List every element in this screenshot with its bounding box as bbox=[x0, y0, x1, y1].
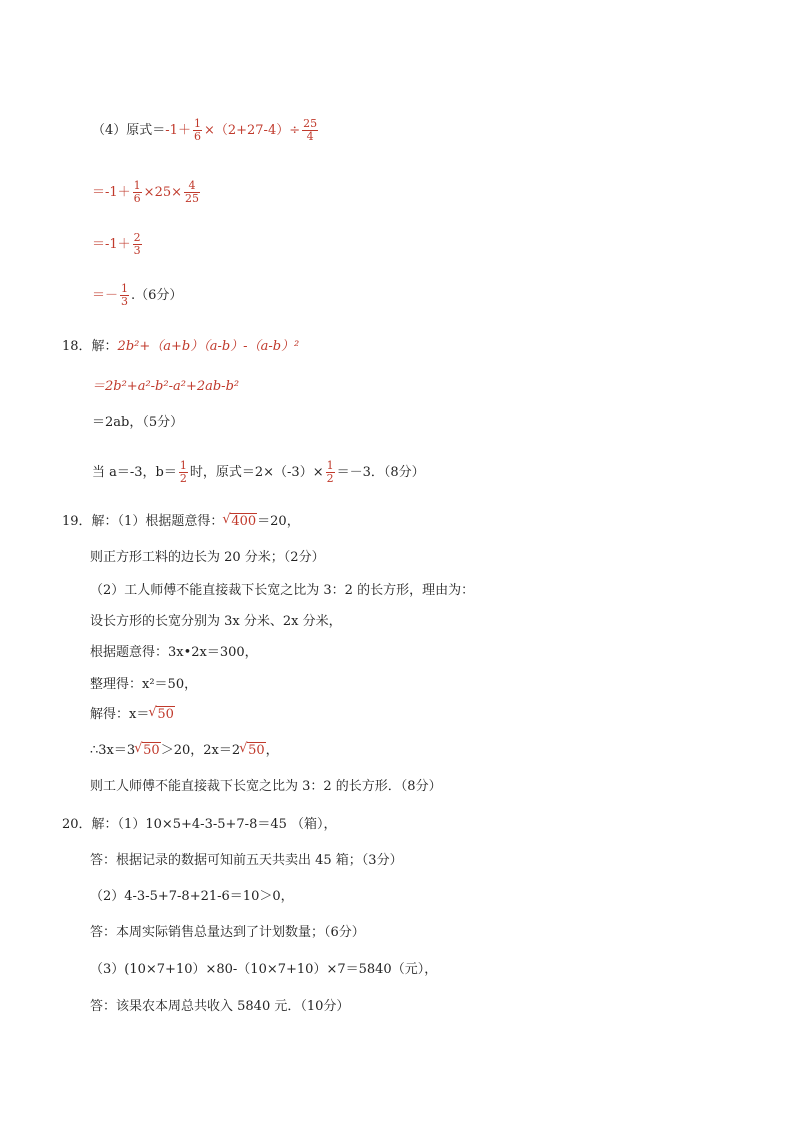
q20-line-2: 答：根据记录的数据可知前五天共卖出 45 箱；（3分） bbox=[90, 853, 403, 868]
q19-line-8: ∴3x＝3√ 50＞20，2x＝2√ 50， bbox=[90, 742, 279, 760]
sqrt-50: √ 50 bbox=[135, 742, 161, 760]
q17-4-line-1 bbox=[92, 118, 320, 143]
fraction-1-2: $\frac{1}{2}$ bbox=[326, 459, 334, 485]
q17-4-line-2: ＝-1＋ $\frac{1}{6}$ ×25× $\frac{4}{25}$ bbox=[92, 179, 199, 205]
q19-line-6: 整理得：x²＝50， bbox=[90, 677, 198, 692]
q20-line-6: 答：该果农本周总共收入 5840 元．（10分） bbox=[90, 999, 350, 1014]
q18-line-2: ＝2b²+a²-b²-a²+2ab-b² bbox=[92, 379, 240, 394]
sqrt-50: √ 50 bbox=[240, 742, 266, 760]
q17-4-line-4: ＝－ $\frac{1}{3}$ .（6分） bbox=[92, 282, 183, 308]
expr: -1＋ bbox=[165, 123, 191, 138]
q19-line-4: 设长方形的长宽分别为 3x 分米、2x 分米， bbox=[90, 614, 342, 629]
q19-line-3: （2）工人师傅不能直接裁下长宽之比为 3：2 的长方形，理由为： bbox=[90, 583, 475, 598]
q20-line-4: 答：本周实际销售总量达到了计划数量；（6分） bbox=[90, 925, 365, 940]
q20-line-3: （2）4-3-5+7-8+21-6＝10＞0， bbox=[90, 889, 294, 904]
label: （4）原式＝ bbox=[92, 123, 166, 138]
q19-line-1: 19．解：（1）根据题意得：√ 400＝20， bbox=[62, 513, 300, 531]
q19-line-5: 根据题意得：3x•2x＝300， bbox=[90, 645, 258, 660]
fraction-1-6: $\frac{1}{6}$ bbox=[193, 117, 201, 143]
expr: ×（2+27-4）÷ bbox=[203, 123, 301, 138]
expr: 2b²+（a+b）（a-b）-（a-b）² bbox=[117, 339, 300, 354]
fraction-4-25: $\frac{4}{25}$ bbox=[185, 179, 199, 205]
q18-line-3: ＝2ab，（5分） bbox=[92, 415, 184, 430]
q19-line-7: 解得：x＝√ 50 bbox=[90, 706, 175, 724]
question-number: 18．解： bbox=[62, 339, 118, 354]
sqrt-50: √ 50 bbox=[149, 706, 175, 724]
fraction-2-3: $\frac{2}{3}$ bbox=[133, 231, 141, 257]
q17-4-line-3: ＝-1＋ $\frac{2}{3}$ bbox=[92, 231, 141, 257]
q18-line-1 bbox=[62, 338, 299, 356]
q18-line-4: 当 a＝-3，b＝ $\frac{1}{2}$ 时，原式＝2×（-3）× $\frac{1}{2}$ ＝－3．（8分） bbox=[92, 459, 425, 485]
q20-line-1: 20．解：（1）10×5+4-3-5+7-8＝45 （箱）， bbox=[62, 817, 337, 832]
sqrt-400: √ 400 bbox=[223, 513, 257, 531]
q19-line-9: 则工人师傅不能直接裁下长宽之比为 3：2 的长方形．（8分） bbox=[90, 779, 442, 794]
fraction-1-6: $\frac{1}{6}$ bbox=[133, 179, 141, 205]
fraction-1-3: $\frac{1}{3}$ bbox=[121, 282, 129, 308]
q19-line-2: 则正方形工料的边长为 20 分米；（2分） bbox=[90, 550, 325, 565]
fraction-1-2: $\frac{1}{2}$ bbox=[179, 459, 187, 485]
q20-line-5: （3）(10×7+10）×80-（10×7+10）×7＝5840（元）， bbox=[90, 962, 438, 977]
fraction-25-4: $\frac{25}{4}$ bbox=[303, 117, 318, 143]
